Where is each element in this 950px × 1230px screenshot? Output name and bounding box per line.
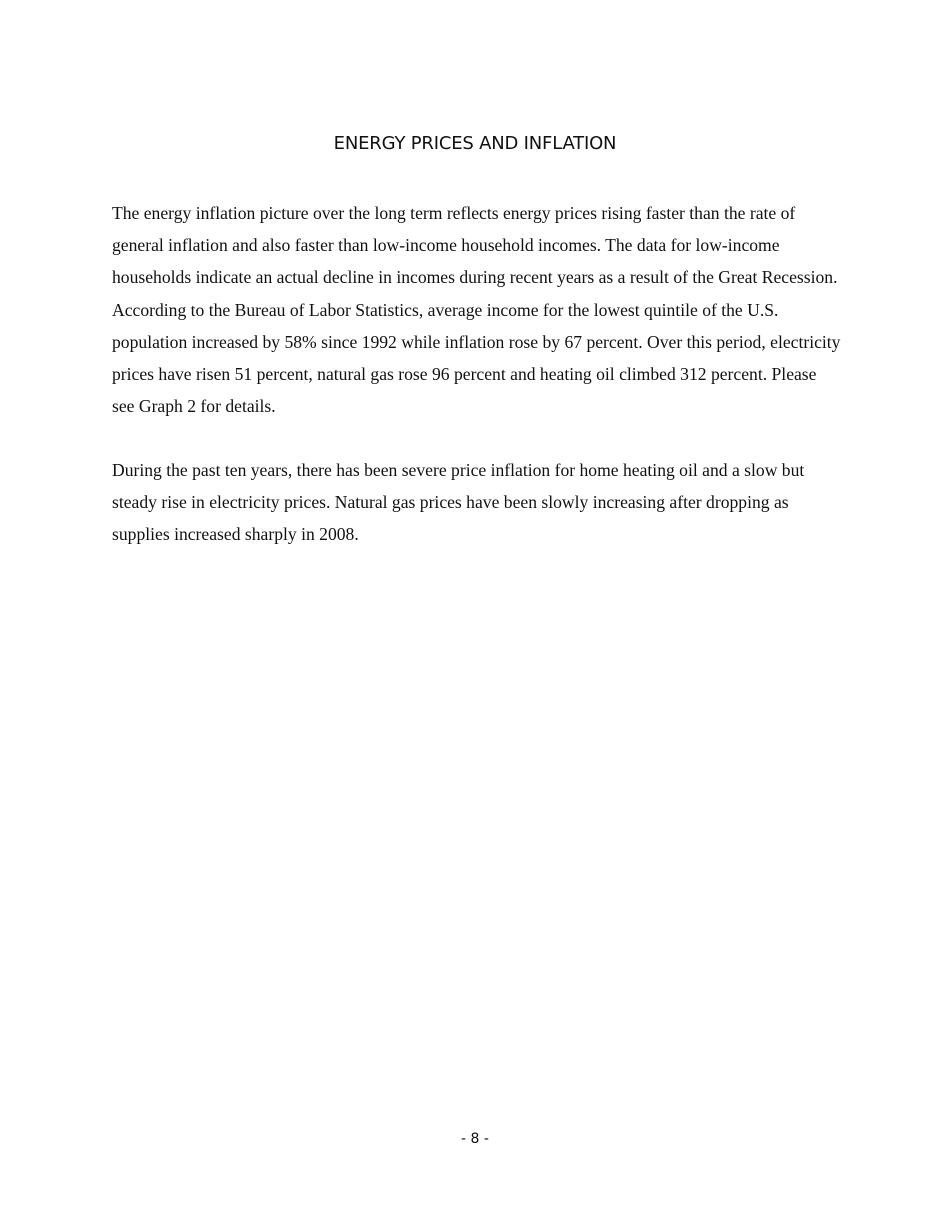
body-paragraph-2: During the past ten years, there has been severe price inflation for home heating oil and a slow but steady rise in electricity prices. Natural gas prices have been slowly increasing after dropping as supplies increased sharply in 2008. [112, 460, 805, 545]
body-paragraph-1: The energy inflation picture over the long term reflects energy prices rising faster than the rate of general inflation and also faster than low-income household incomes. The data for low-income households indicate an actual decline in incomes during recent years as a result of the Great Recession. According to the Bureau of Labor Statistics, average income for the lowest quintile of the U.S. population increased by 58% since 1992 while inflation rose by 67 percent. Over this period, electricity prices have risen 51 percent, natural gas rose 96 percent and heating oil climbed 312 percent. Please see Graph 2 for details. [112, 203, 841, 417]
page-number: - 8 - [461, 1131, 489, 1147]
page-title: ENERGY PRICES AND INFLATION [333, 133, 617, 154]
